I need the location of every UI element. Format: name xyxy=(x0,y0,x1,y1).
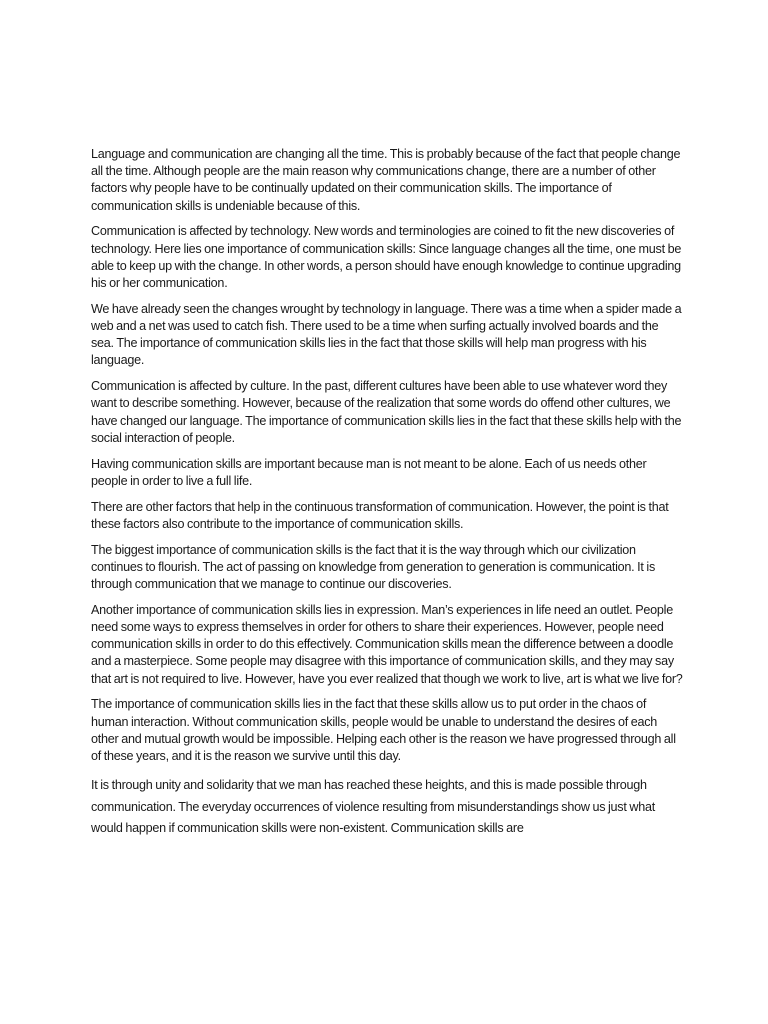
body-text xyxy=(91,146,683,848)
paragraph-9: The importance of communication skills lies in the fact that these skills allow us to put order in the chaos of human interaction. Without communication skills, people would be unable to understand the desires of each other and mutual growth would be impossible. Helping each other is the reason we have progressed through all of these years, and it is the reason we survive until this day. xyxy=(91,697,676,764)
paragraph-6: There are other factors that help in the continuous transformation of communication. However, the point is that these factors also contribute to the importance of communication skills. xyxy=(91,499,669,531)
paragraph-4: Communication is affected by culture. In the past, different cultures have been able to use whatever word they want to describe something. However, because of the realization that some words do offend other cultures, we have changed our language. The importance of communication skills lies in the fact that these skills help with the social interaction of people. xyxy=(91,379,682,445)
paragraph-7: The biggest importance of communication skills is the fact that it is the way through which our civilization continues to flourish. The act of passing on knowledge from generation to generation is communication. It is through communication that we manage to continue our discoveries. xyxy=(91,542,656,592)
paragraph-10: It is through unity and solidarity that we man has reached these heights, and this is made possible through communication. The everyday occurrences of violence resulting from misunderstandings show us just what would happen if communication skills were non-existent. Communication skills are xyxy=(91,778,655,836)
paragraph-8: Another importance of communication skills lies in expression. Man’s experiences in life need an outlet. People need some ways to express themselves in order for others to share their experiences. However, people need communication skills in order to do this effectively. Communication skills mean the difference between a doodle and a masterpiece. Some people may disagree with this importance of communication skills, and they may say that art is not required to live. However, have you ever realized that though we work to live, art is what we live for? xyxy=(91,602,683,686)
paragraph-3: We have already seen the changes wrought by technology in language. There was a time when a spider made a web and a net was used to catch fish. There used to be a time when surfing actually involved boards and the sea. The importance of communication skills lies in the fact that those skills will help man progress with his language. xyxy=(91,301,682,368)
paragraph-5: Having communication skills are important because man is not meant to be alone. Each of us needs other people in order to live a full life. xyxy=(91,456,647,488)
paragraph-1: Language and communication are changing all the time. This is probably because of the fact that people change all the time. Although people are the main reason why communications change, there are a number of other factors why people have to be continually updated on their communication skills. The importance of communication skills is undeniable because of this. xyxy=(91,147,681,213)
paragraph-2: Communication is affected by technology. New words and terminologies are coined to fit the new discoveries of technology. Here lies one importance of communication skills: Since language changes all the time, one must be able to keep up with the change. In other words, a person should have enough knowledge to continue upgrading his or her communication. xyxy=(91,224,682,291)
